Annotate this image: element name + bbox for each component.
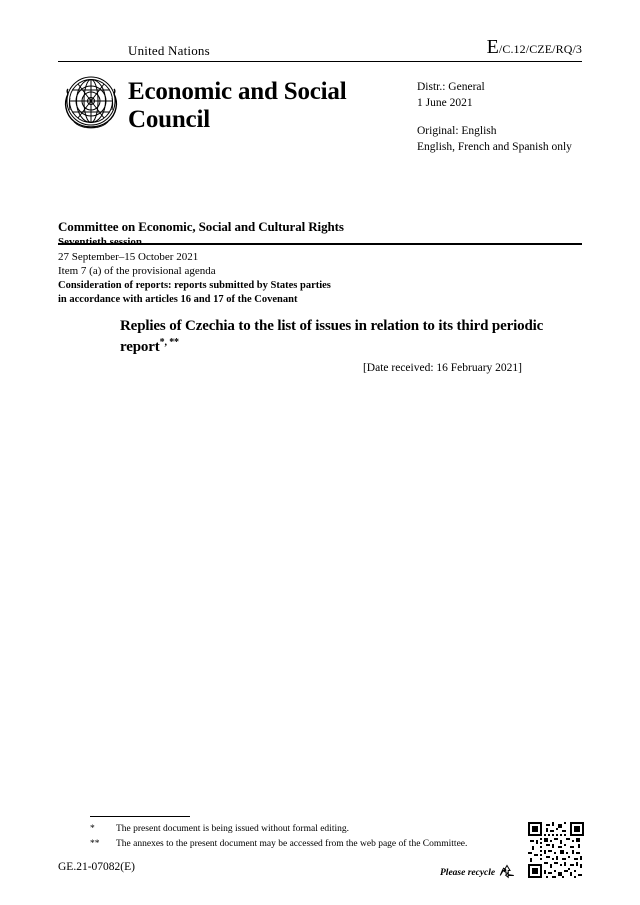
distribution-block [417,70,582,155]
consideration-line-2: in accordance with articles 16 and 17 of the Covenant [58,293,298,305]
date-received: [Date received: 16 February 2021] [362,362,522,374]
committee-block [58,218,582,306]
page-title-text: Replies of Czechia to the list of issues in relation to its third periodic report [120,318,544,356]
committee-session-dates: 27 September–15 October 2021 [58,250,199,263]
masthead [58,36,582,245]
document-symbol-prefix: E [486,36,499,58]
qr-code [528,822,584,878]
agenda-item: Item 7 (a) of the provisional agenda [58,265,216,278]
document-symbol [487,36,582,59]
footnote-text: The annexes to the present document may be accessed from the web page of the Committee. [116,839,468,850]
masthead-top-row [58,36,582,61]
page-title [120,316,582,358]
distribution-spacer [417,111,582,124]
original-language: Original: English [417,125,497,138]
footnote-mark: * [90,824,95,834]
organ-title: Economic and Social Council [128,78,347,133]
title-footnote-marks: *, ** [159,337,179,349]
available-languages: English, French and Spanish only [417,140,572,153]
footnote-item [90,822,550,837]
footnotes [90,822,550,852]
distribution-label: Distr.: General [417,81,485,93]
recycle-icon [499,864,515,882]
masthead-body [58,62,582,155]
committee-name: Committee on Economic, Social and Cultural Rights [58,219,344,234]
consideration-line-1: Consideration of reports: reports submitted by States parties [58,279,331,291]
recycle-notice [440,864,515,882]
committee-session: Seventieth session [58,236,143,249]
job-symbol: GE.21-07082(E) [58,861,135,873]
footnote-text: The present document is being issued without formal editing. [116,824,349,834]
recycle-text: Please recycle [440,868,496,878]
organization-name: United Nations [128,43,210,58]
footnote-item [90,837,550,852]
distribution-date: 1 June 2021 [417,96,473,109]
footnote-mark: ** [90,839,100,850]
un-emblem-icon [58,70,124,134]
document-symbol-suffix: /C.12/CZE/RQ/3 [498,42,582,56]
footnote-separator [90,816,190,817]
